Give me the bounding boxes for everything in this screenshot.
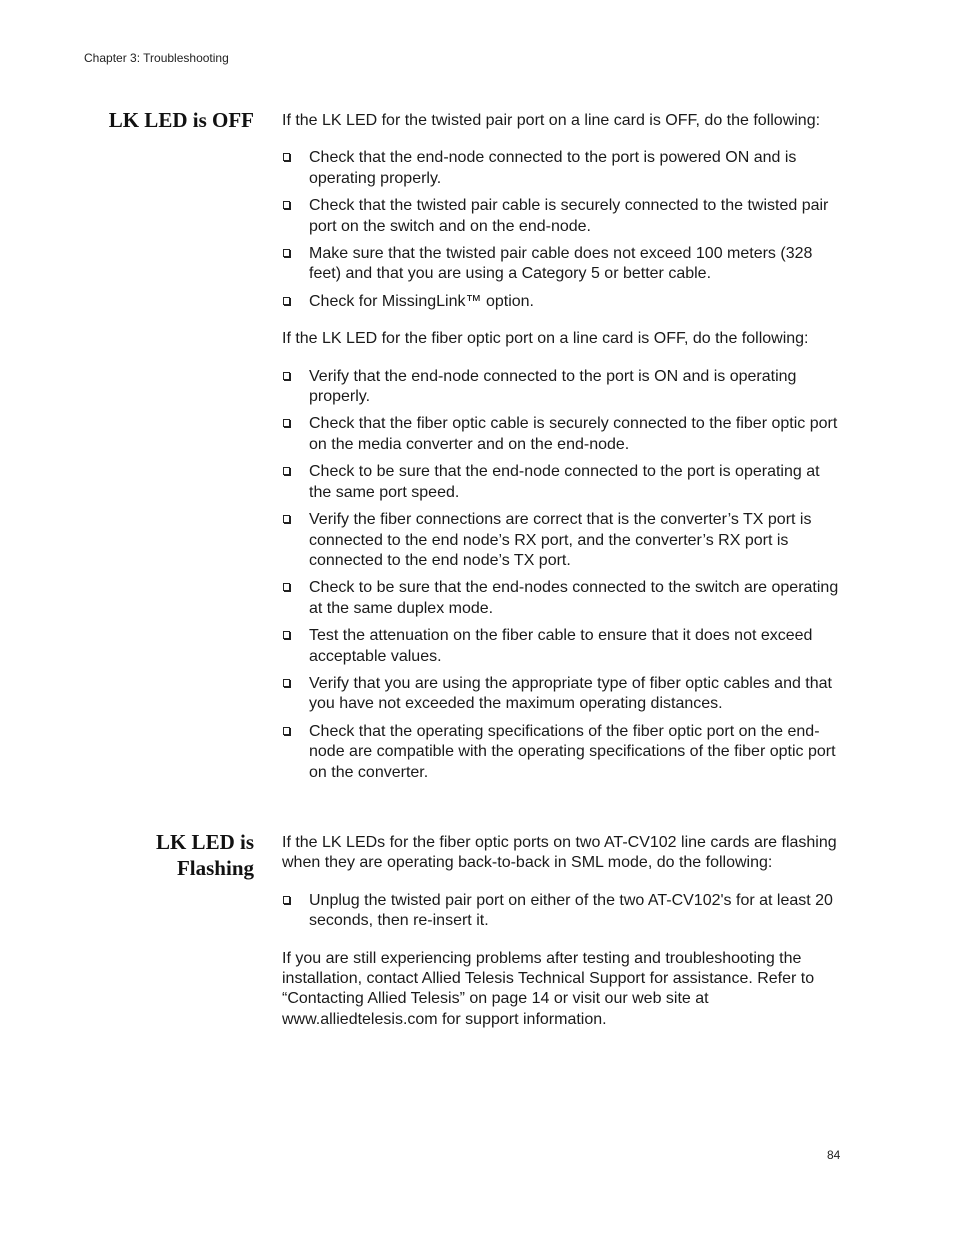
checkbox-bullet-icon: [283, 896, 290, 904]
list-item: Verify that the end-node connected to the port is ON and is operating properly.: [282, 367, 844, 408]
list-item: Verify that you are using the appropriate type of fiber optic cables and that you have not exceeded the maximum operating distances.: [282, 674, 844, 715]
checkbox-bullet-icon: [283, 419, 290, 427]
checkbox-bullet-icon: [283, 201, 290, 209]
intro-fiber-optic: If the LK LED for the fiber optic port on a line card is OFF, do the following:: [282, 330, 809, 348]
fiber-optic-checklist: [282, 367, 844, 783]
checkbox-bullet-icon: [283, 679, 290, 687]
list-item: Check that the operating specifications of the fiber optic port on the end-node are compatible with the operating specifications of the fiber optic port on the converter.: [282, 722, 844, 783]
list-item: Verify the fiber connections are correct that is the converter’s TX port is connected to the end node’s RX port, and the converter’s RX port is connected to the end node’s TX port.: [282, 510, 844, 571]
checkbox-bullet-icon: [283, 249, 290, 257]
list-item: Check that the end-node connected to the port is powered ON and is operating properly.: [282, 148, 844, 189]
checkbox-bullet-icon: [283, 515, 290, 523]
section-heading-lk-flashing: LK LED is Flashing: [155, 830, 254, 880]
list-item: Check that the fiber optic cable is securely connected to the fiber optic port on the media converter and on the end-node.: [282, 414, 844, 455]
checkbox-bullet-icon: [283, 467, 290, 475]
section-heading-lk-off: LK LED is OFF: [108, 108, 254, 132]
page-number: 84: [827, 1148, 841, 1162]
checkbox-bullet-icon: [283, 583, 290, 591]
intro-flashing: If the LK LEDs for the fiber optic ports on two AT-CV102 line cards are flashing when they are operating back-to-back in SML mode, do the following:: [282, 834, 837, 872]
list-item: Check for MissingLink™ option.: [282, 292, 844, 312]
list-item: Check to be sure that the end-nodes connected to the switch are operating at the same duplex mode.: [282, 578, 844, 619]
checkbox-bullet-icon: [283, 372, 290, 380]
list-item: Unplug the twisted pair port on either of the two AT-CV102's for at least 20 seconds, then re-insert it.: [282, 891, 844, 932]
section-body-lk-flashing: [282, 833, 844, 1030]
checkbox-bullet-icon: [283, 153, 290, 161]
closing-paragraph: If you are still experiencing problems after testing and troubleshooting the installation, contact Allied Telesis Technical Support for assistance. Refer to “Contacting Allied Telesis” on page 14 or visit our web site at www.alliedtelesis.com for support information.: [282, 949, 815, 1028]
list-item: Make sure that the twisted pair cable does not exceed 100 meters (328 feet) and that you are using a Category 5 or better cable.: [282, 244, 844, 285]
section-body-lk-off: [282, 111, 844, 783]
flashing-checklist: [282, 891, 844, 932]
list-item: Check that the twisted pair cable is securely connected to the twisted pair port on the switch and on the end-node.: [282, 196, 844, 237]
twisted-pair-checklist: [282, 148, 844, 312]
list-item: Test the attenuation on the fiber cable to ensure that it does not exceed acceptable values.: [282, 626, 844, 667]
running-header: Chapter 3: Troubleshooting: [84, 51, 229, 65]
intro-twisted-pair: If the LK LED for the twisted pair port on a line card is OFF, do the following:: [282, 112, 821, 129]
checkbox-bullet-icon: [283, 631, 290, 639]
checkbox-bullet-icon: [283, 297, 290, 305]
checkbox-bullet-icon: [283, 727, 290, 735]
list-item: Check to be sure that the end-node connected to the port is operating at the same port speed.: [282, 462, 844, 503]
